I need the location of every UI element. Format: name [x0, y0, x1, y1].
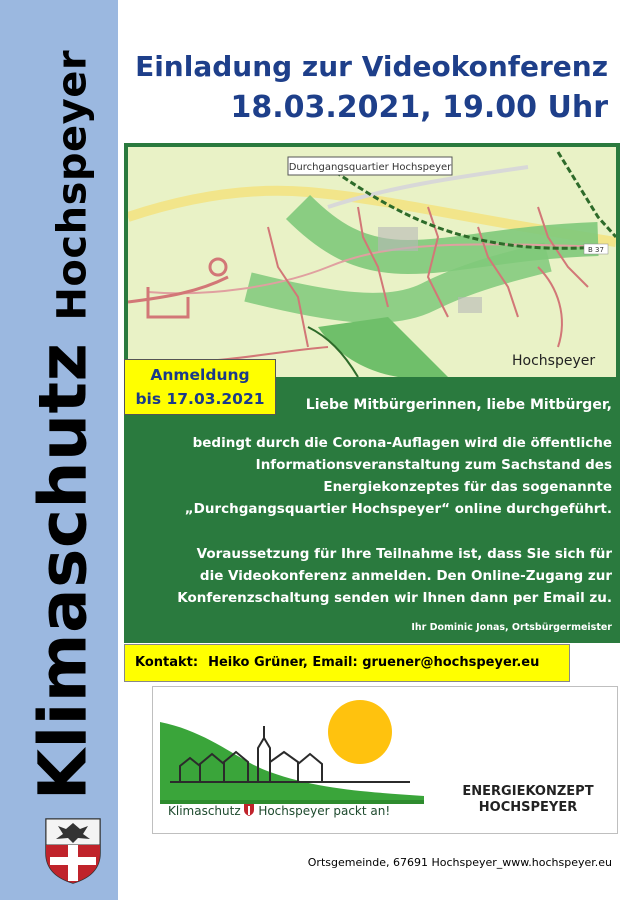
- letter-signature: Ihr Dominic Jonas, Ortsbürgermeister: [411, 622, 612, 633]
- mini-crest-icon: [244, 804, 254, 816]
- page-title: Einladung zur Videokonferenz: [135, 50, 608, 83]
- letter-greeting: Liebe Mitbürgerinnen, liebe Mitbürger,: [305, 397, 612, 413]
- vertical-title: [25, 50, 102, 800]
- logo-caption: [168, 804, 390, 818]
- title-word-klimaschutz: Klimaschutz: [24, 342, 102, 801]
- letter-paragraph-1: [135, 432, 612, 520]
- registration-label: Anmeldung: [150, 366, 250, 384]
- coat-of-arms-icon: [38, 815, 108, 885]
- paragraph-line: bedingt durch die Corona-Auflagen wird die öffentliche: [192, 435, 612, 451]
- paragraph-line: Energiekonzeptes für das sogenannte: [323, 479, 612, 495]
- paragraph-line: Informationsveranstaltung zum Sachstand des: [255, 457, 612, 473]
- footer-address: Ortsgemeinde, 67691 Hochspeyer_www.hochspeyer.eu: [307, 856, 612, 869]
- paragraph-line: Voraussetzung für Ihre Teilnahme ist, dass Sie sich für: [196, 546, 612, 562]
- contact-label: Kontakt:: [135, 655, 199, 670]
- event-date: 18.03.2021, 19.00 Uhr: [230, 90, 608, 125]
- logo-caption-part2: Hochspeyer packt an!: [258, 804, 391, 818]
- map-road-label: B 37: [588, 246, 604, 254]
- logo-caption-part1: Klimaschutz: [168, 804, 241, 818]
- contact-details[interactable]: Heiko Grüner, Email: gruener@hochspeyer.eu: [208, 655, 540, 670]
- map-image: [128, 147, 616, 377]
- contact-bar: [124, 644, 570, 682]
- registration-deadline: bis 17.03.2021: [135, 390, 265, 408]
- map-town-label: Hochspeyer: [512, 353, 596, 369]
- energiekonzept-line2: HOCHSPEYER: [478, 800, 578, 815]
- paragraph-line: die Videokonferenz anmelden. Den Online-Zugang zur: [199, 568, 612, 584]
- paragraph-line: „Durchgangsquartier Hochspeyer“ online durchgeführt.: [184, 501, 612, 517]
- title-word-hochspeyer: Hochspeyer: [49, 49, 96, 321]
- letter-paragraph-2: [135, 543, 612, 609]
- registration-badge: [124, 359, 276, 415]
- map-title-label: Durchgangsquartier Hochspeyer: [288, 162, 452, 173]
- energiekonzept-line1: ENERGIEKONZEPT: [462, 784, 594, 799]
- paragraph-line: Konferenzschaltung senden wir Ihnen dann per Email zu.: [177, 590, 612, 606]
